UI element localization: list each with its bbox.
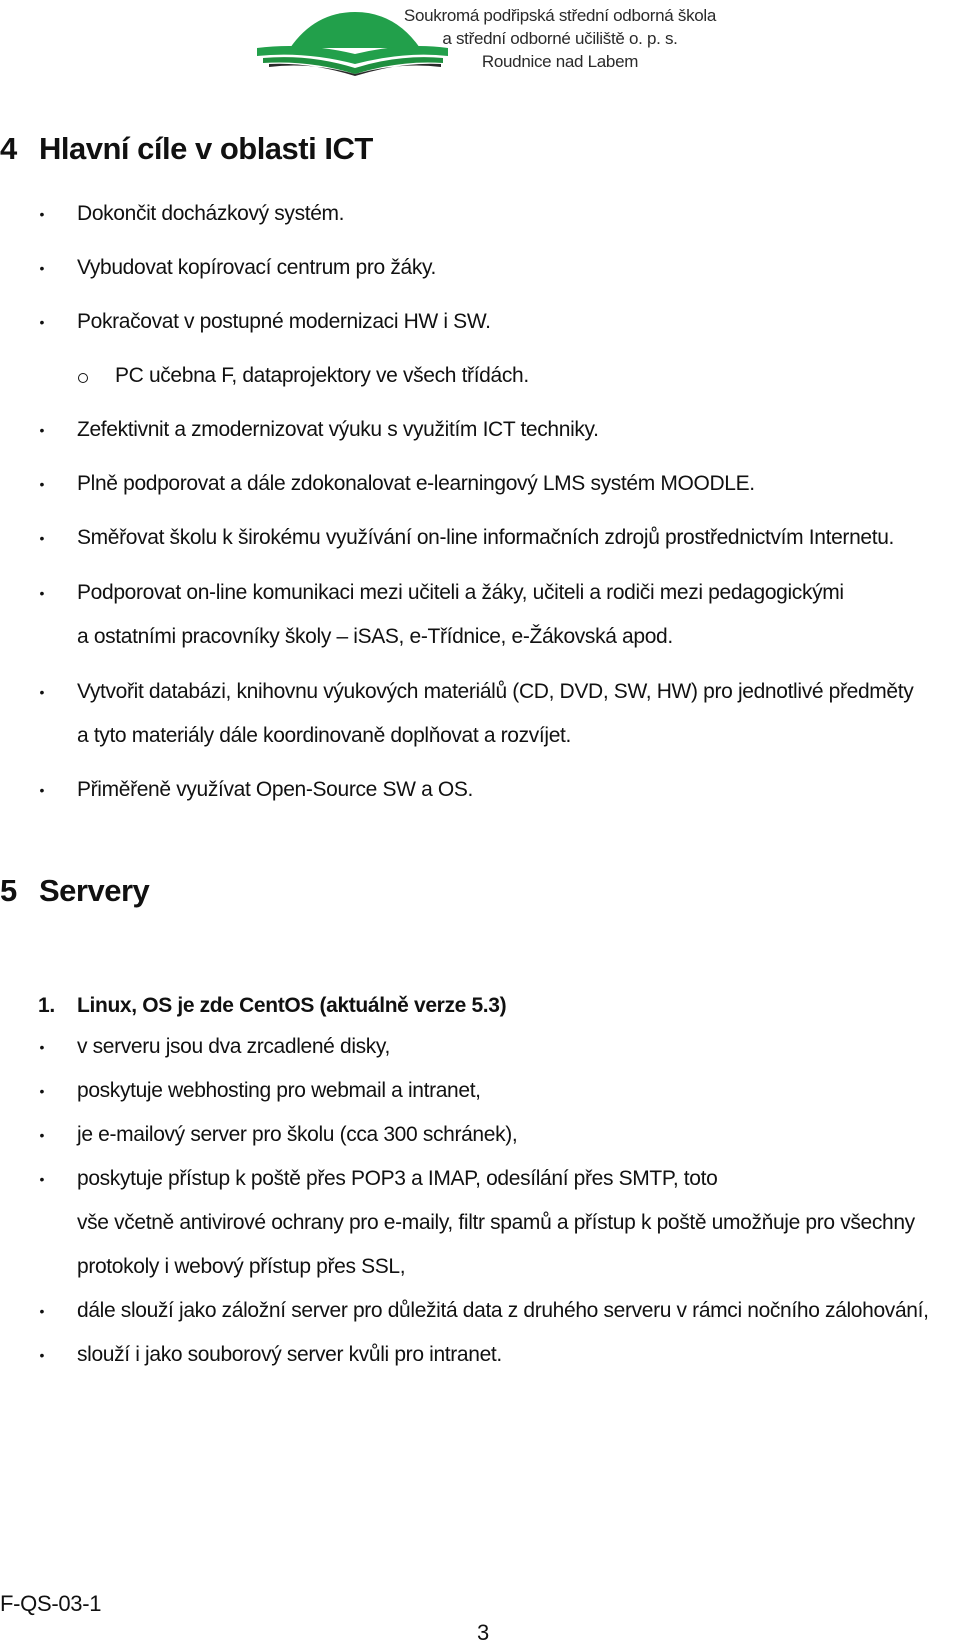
list-item-continuation: a tyto materiály dále koordinovaně doplňovat a rozvíjet. (77, 724, 572, 747)
section-4-number: 4 (0, 131, 17, 166)
bullet-icon: • (39, 1127, 45, 1143)
list-item: poskytuje přístup k poště přes POP3 a IMAP, odesílání přes SMTP, toto (77, 1167, 718, 1190)
section-5-number: 5 (0, 873, 17, 908)
bullet-icon: • (39, 1303, 45, 1319)
section-4-heading (0, 131, 373, 167)
list-item: v serveru jsou dva zrcadlené disky, (77, 1035, 391, 1058)
bullet-icon: • (39, 1083, 45, 1099)
bullet-icon: • (39, 260, 45, 276)
bullet-icon: • (39, 585, 45, 601)
server-subheading (38, 994, 506, 1018)
page-number: 3 (477, 1620, 490, 1645)
bullet-icon: • (39, 782, 45, 798)
server-subheading-number: 1. (38, 994, 55, 1017)
bullet-icon: • (39, 314, 45, 330)
list-item: Směřovat školu k širokému využívání on-line informačních zdrojů prostřednictvím Internetu. (77, 526, 895, 549)
school-name-line3: Roudnice nad Labem (481, 52, 639, 71)
list-item: Dokončit docházkový systém. (77, 202, 345, 225)
bullet-icon: • (39, 1347, 45, 1363)
list-item: Zefektivnit a zmodernizovat výuku s využitím ICT techniky. (77, 418, 599, 441)
bullet-icon: • (39, 530, 45, 546)
circle-bullet-icon (78, 373, 88, 383)
bullet-icon: • (39, 476, 45, 492)
section-5-title: Servery (39, 873, 150, 908)
bullet-icon: • (39, 206, 45, 222)
list-item: Plně podporovat a dále zdokonalovat e-learningový LMS systém MOODLE. (77, 472, 755, 495)
server-subheading-text: Linux, OS je zde CentOS (aktuálně verze 5.3) (77, 994, 507, 1017)
section-4-title: Hlavní cíle v oblasti ICT (39, 131, 373, 166)
school-name-line2: a střední odborné učiliště o. p. s. (442, 29, 678, 48)
list-item-continuation: a ostatními pracovníky školy – iSAS, e-Třídnice, e-Žákovská apod. (77, 625, 673, 648)
list-item: dále slouží jako záložní server pro důležitá data z druhého serveru v rámci nočního zálohování, (77, 1299, 929, 1322)
bullet-icon: • (39, 422, 45, 438)
bullet-icon: • (39, 684, 45, 700)
list-item: poskytuje webhosting pro webmail a intranet, (77, 1079, 481, 1102)
list-item-continuation: vše včetně antivirové ochrany pro e-maily, filtr spamů a přístup k poště umožňuje pro všechny (77, 1211, 915, 1234)
school-name (395, 4, 725, 73)
list-item: Vytvořit databázi, knihovnu výukových materiálů (CD, DVD, SW, HW) pro jednotlivé předměty (77, 680, 914, 703)
list-item-continuation: protokoly i webový přístup přes SSL, (77, 1255, 406, 1278)
bullet-icon: • (39, 1171, 45, 1187)
school-name-line1: Soukromá podřipská střední odborná škola (403, 6, 717, 25)
list-item: Pokračovat v postupné modernizaci HW i SW. (77, 310, 491, 333)
list-item: Přiměřeně využívat Open-Source SW a OS. (77, 778, 474, 801)
section-5-heading (0, 873, 149, 909)
bullet-icon: • (39, 1039, 45, 1055)
list-item: je e-mailový server pro školu (cca 300 schránek), (77, 1123, 518, 1146)
form-code: F-QS-03-1 (0, 1591, 102, 1616)
list-item: Podporovat on-line komunikaci mezi učiteli a žáky, učiteli a rodiči mezi pedagogickými (77, 581, 844, 604)
list-item: slouží i jako souborový server kvůli pro intranet. (77, 1343, 502, 1366)
list-item: Vybudovat kopírovací centrum pro žáky. (77, 256, 437, 279)
sub-list-item: PC učebna F, dataprojektory ve všech třídách. (115, 364, 529, 387)
